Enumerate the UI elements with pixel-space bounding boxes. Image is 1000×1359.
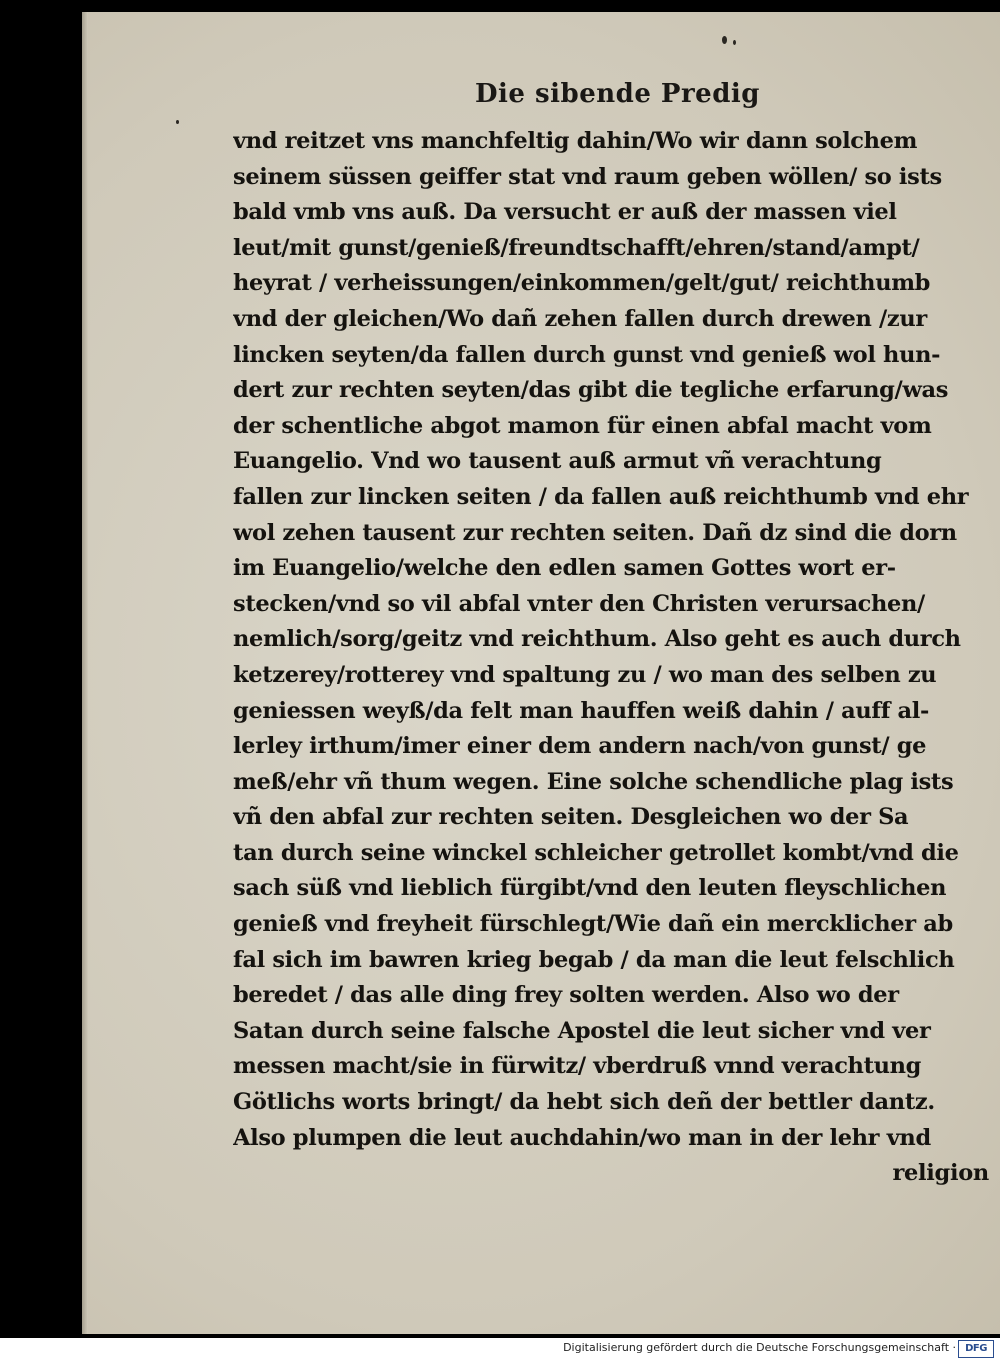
text-line: genieß vnd freyheit fürschlegt/Wie dañ ein mercklicher ab: [233, 911, 953, 938]
text-line: vnd reitzet vns manchfeltig dahin/Wo wir dann solchem: [233, 128, 918, 154]
text-line: fallen zur lincken seiten / da fallen auß reichthumb vnd ehr: [233, 483, 969, 510]
text-line: bald vmb vns auß. Da versucht er auß der massen viel: [233, 199, 897, 226]
text-line: lincken seyten/da fallen durch gunst vnd genieß wol hun-: [233, 341, 941, 368]
text-line: vnd der gleichen/Wo dañ zehen fallen durch drewen /zur: [233, 305, 927, 332]
ink-speck: [176, 120, 179, 124]
body-text: [233, 124, 993, 1192]
text-line: meß/ehr vñ thum wegen. Eine solche schendliche plag ists: [233, 768, 954, 795]
text-line: nemlich/sorg/geitz vnd reichthum. Also geht es auch durch: [233, 626, 961, 653]
funding-credit: Digitalisierung gefördert durch die Deutsche Forschungsgemeinschaft ·: [563, 1341, 956, 1354]
catchword: religion: [892, 1160, 989, 1187]
text-line: beredet / das alle ding frey solten werden. Also wo der: [233, 982, 899, 1009]
text-line: stecken/vnd so vil abfal vnter den Christen verursachen/: [233, 590, 925, 617]
text-line: leut/mit gunst/genieß/freundtschafft/ehren/stand/ampt/: [233, 234, 920, 261]
ink-speck: [733, 40, 736, 45]
text-line: fal sich im bawren krieg begab / da man die leut felschlich: [233, 946, 955, 973]
text-line: wol zehen tausent zur rechten seiten. Dañ dz sind die dorn: [233, 519, 957, 546]
page-edge: [82, 12, 88, 1334]
footer-bar: [0, 1338, 1000, 1359]
text-line: dert zur rechten seyten/das gibt die tegliche erfarung/was: [233, 377, 949, 404]
text-line: Euangelio. Vnd wo tausent auß armut vñ verachtung: [233, 448, 882, 475]
dfg-logo: DFG: [958, 1340, 994, 1358]
text-line: im Euangelio/welche den edlen samen Gottes wort er-: [233, 555, 896, 582]
text-line: vñ den abfal zur rechten seiten. Desgleichen wo der Sa: [233, 804, 909, 831]
text-line: ketzerey/rotterey vnd spaltung zu / wo man des selben zu: [233, 661, 937, 688]
text-line: der schentliche abgot mamon für einen abfal macht vom: [233, 412, 932, 439]
text-line: seinem süssen geiffer stat vnd raum geben wöllen/ so ists: [233, 163, 942, 190]
text-line: tan durch seine winckel schleicher getrollet kombt/vnd die: [233, 839, 959, 866]
running-head: Die sibende Predig: [475, 79, 760, 109]
text-line: heyrat / verheissungen/einkommen/gelt/gut/ reichthumb: [233, 270, 931, 297]
text-line: Götlichs worts bringt/ da hebt sich deñ der bettler dantz.: [233, 1089, 935, 1116]
ink-speck: [722, 36, 727, 44]
text-line: Also plumpen die leut auchdahin/wo man in der lehr vnd: [233, 1124, 931, 1151]
text-line: geniessen weyß/da felt man hauffen weiß dahin / auff al-: [233, 697, 930, 724]
text-line: lerley irthum/imer einer dem andern nach/von gunst/ ge: [233, 733, 927, 760]
text-line: messen macht/sie in fürwitz/ vberdruß vnnd verachtung: [233, 1053, 922, 1080]
text-line: sach süß vnd lieblich fürgibt/vnd den leuten fleyschlichen: [233, 875, 947, 902]
text-line: Satan durch seine falsche Apostel die leut sicher vnd ver: [233, 1017, 931, 1044]
